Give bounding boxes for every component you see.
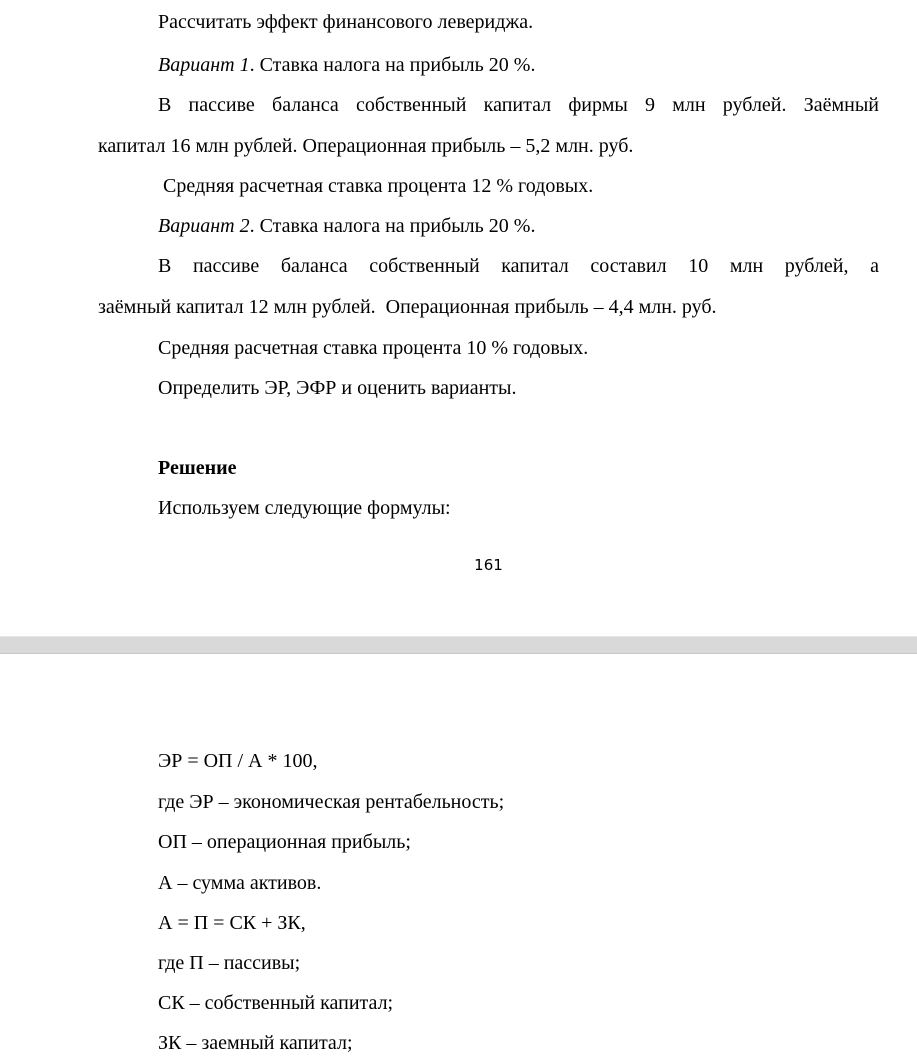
variant-1-label: Вариант 1 (158, 54, 250, 76)
task-question: Определить ЭР, ЭФР и оценить варианты. (158, 377, 517, 399)
page-number: 161 (474, 556, 503, 574)
variant-2-label: Вариант 2 (158, 215, 250, 237)
formula-assets: А = П = СК + ЗК, (158, 912, 306, 934)
definition-p: где П – пассивы; (158, 952, 301, 974)
definition-op: ОП – операционная прибыль; (158, 831, 411, 853)
variant-2-capital-line-1: В пассиве баланса собственный капитал составил 10 млн рублей, а (158, 255, 879, 277)
definition-a: А – сумма активов. (158, 872, 322, 894)
variant-2-paragraph (158, 214, 535, 238)
variant-2-interest-rate: Средняя расчетная ставка процента 10 % годовых. (158, 337, 589, 359)
variant-1-tax-rate: . Ставка налога на прибыль 20 %. (249, 54, 536, 76)
variant-1-capital-line-2: капитал 16 млн рублей. Операционная прибыль – 5,2 млн. руб. (98, 135, 634, 157)
formula-er: ЭР = ОП / А * 100, (158, 750, 318, 772)
definition-sk: СК – собственный капитал; (158, 992, 394, 1014)
definition-er: где ЭР – экономическая рентабельность; (158, 791, 505, 813)
variant-1-capital-line-1: В пассиве баланса собственный капитал фирмы 9 млн рублей. Заёмный (158, 94, 879, 116)
variant-1-paragraph (158, 53, 535, 77)
solution-heading: Решение (158, 457, 237, 479)
formulas-intro: Используем следующие формулы: (158, 497, 451, 519)
variant-2-tax-rate: . Ставка налога на прибыль 20 %. (249, 215, 536, 237)
variant-1-interest-rate: Средняя расчетная ставка процента 12 % годовых. (158, 175, 594, 197)
variant-2-capital-line-2: заёмный капитал 12 млн рублей. Операционная прибыль – 4,4 млн. руб. (98, 296, 717, 318)
task-statement: Рассчитать эффект финансового левериджа. (158, 11, 534, 33)
page-separator (0, 636, 917, 654)
definition-zk: ЗК – заемный капитал; (158, 1032, 353, 1054)
page-162 (0, 654, 917, 1063)
